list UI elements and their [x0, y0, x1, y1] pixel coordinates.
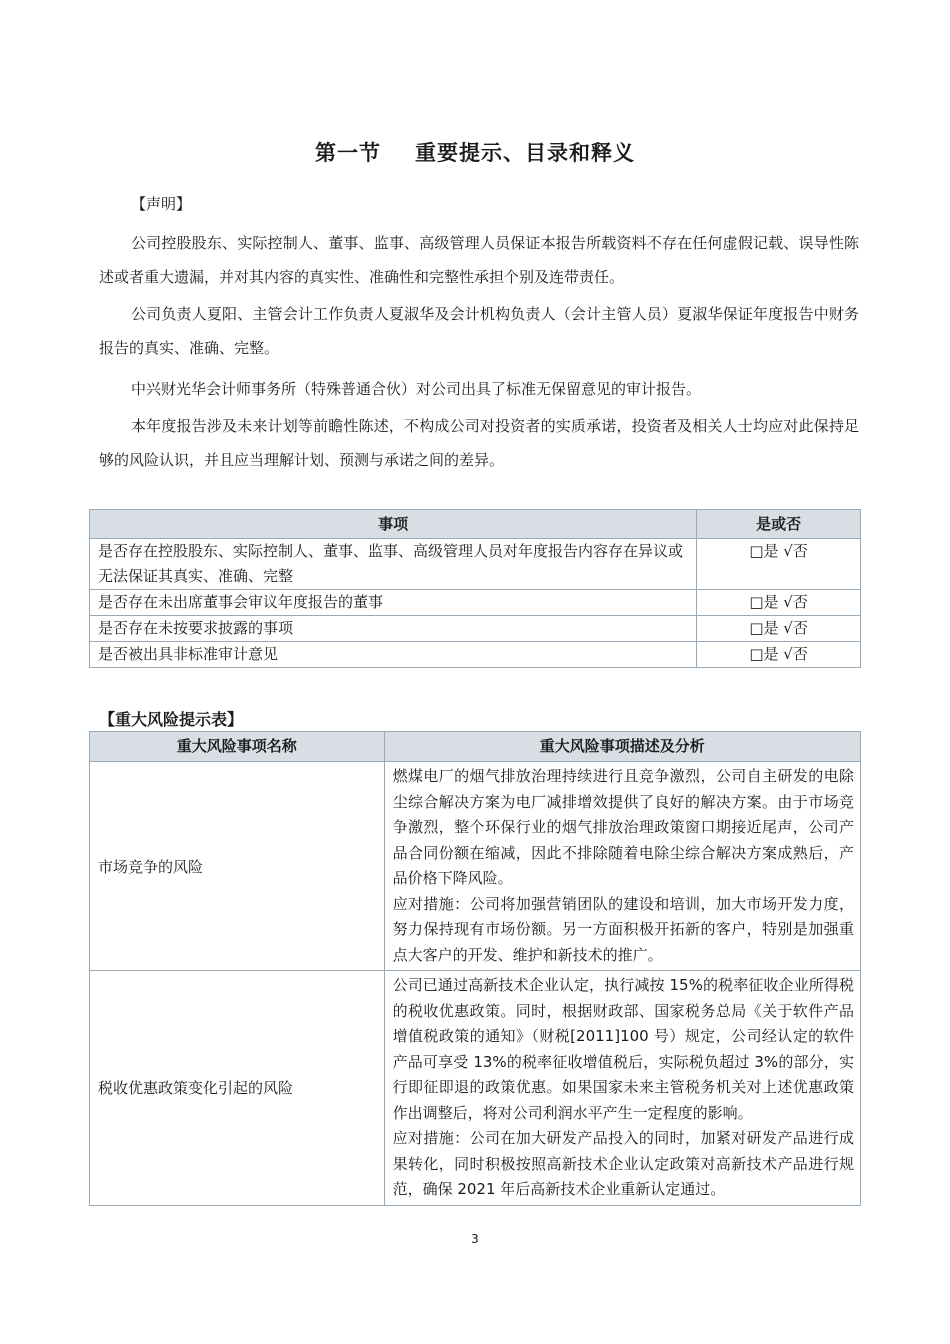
matter-answer: □是 √否 [697, 590, 861, 616]
table-row [90, 971, 861, 1206]
paragraph: 公司负责人夏阳、主管会计工作负责人夏淑华及会计机构负责人（会计主管人员）夏淑华保证年度报告中财务报告的真实、准确、完整。 [99, 305, 859, 357]
section-number: 第一节 [315, 141, 381, 165]
risk-name: 税收优惠政策变化引起的风险 [90, 971, 385, 1206]
table-header-row [90, 732, 861, 762]
matter-answer: □是 √否 [697, 539, 861, 590]
matters-table [89, 509, 861, 668]
risk-countermeasure: 应对措施：公司将加强营销团队的建设和培训，加大市场开发力度，努力保持现有市场份额。另一方面积极开拓新的客户，特别是加强重点大客户的开发、维护和新技术的推广。 [392, 894, 854, 964]
declaration-label: 【声明】 [131, 195, 192, 213]
paragraph: 中兴财光华会计师事务所（特殊普通合伙）对公司出具了标准无保留意见的审计报告。 [131, 380, 702, 398]
table-row [90, 616, 861, 642]
risk-description: 公司已通过高新技术企业认定，执行减按 15%的税率征收企业所得税的税收优惠政策。同时，根据财政部、国家税务总局《关于软件产品增值税政策的通知》（财税[2011]100 号）规定，公司经认定的软件产品可享受 13%的税率征收增值税后，实际税负超过 3%的部分，实行即征即退的政策优惠。如果国家未来主管税务机关对上述优惠政策作出调整后，将对公司利润水平产生一定程度的影响。 [392, 976, 854, 1122]
paragraph: 公司控股股东、实际控制人、董事、监事、高级管理人员保证本报告所载资料不存在任何虚假记载、误导性陈述或者重大遗漏，并对其内容的真实性、准确性和完整性承担个别及连带责任。 [99, 234, 859, 286]
matter-item: 是否存在控股股东、实际控制人、董事、监事、高级管理人员对年度报告内容存在异议或无法保证其真实、准确、完整 [90, 539, 697, 590]
matter-item: 是否存在未按要求披露的事项 [90, 616, 697, 642]
risk-description-cell [384, 971, 860, 1206]
table-row [90, 642, 861, 668]
risk-name: 市场竞争的风险 [90, 762, 385, 971]
paragraph: 本年度报告涉及未来计划等前瞻性陈述，不构成公司对投资者的实质承诺，投资者及相关人士均应对此保持足够的风险认识，并且应当理解计划、预测与承诺之间的差异。 [99, 417, 859, 469]
page-title [0, 137, 950, 167]
matter-answer: □是 √否 [697, 642, 861, 668]
page-number: 3 [471, 1232, 479, 1246]
risk-description: 燃煤电厂的烟气排放治理持续进行且竞争激烈，公司自主研发的电除尘综合解决方案为电厂减排增效提供了良好的解决方案。由于市场竞争激烈，整个环保行业的烟气排放治理政策窗口期接近尾声，公司产品合同份额在缩减，因此不排除随着电除尘综合解决方案成熟后，产品价格下降风险。 [392, 767, 854, 887]
column-header: 重大风险事项名称 [90, 732, 385, 762]
matter-item: 是否存在未出席董事会审议年度报告的董事 [90, 590, 697, 616]
table-row [90, 762, 861, 971]
table-row [90, 590, 861, 616]
risk-description-cell [384, 762, 860, 971]
matter-answer: □是 √否 [697, 616, 861, 642]
section-title: 重要提示、目录和释义 [415, 141, 635, 165]
matter-item: 是否被出具非标准审计意见 [90, 642, 697, 668]
table-row [90, 539, 861, 590]
column-header: 事项 [90, 510, 697, 539]
table-header-row [90, 510, 861, 539]
column-header: 重大风险事项描述及分析 [384, 732, 860, 762]
risk-table [89, 731, 861, 1206]
risk-countermeasure: 应对措施：公司在加大研发产品投入的同时，加紧对研发产品进行成果转化，同时积极按照高新技术企业认定政策对高新技术产品进行规范，确保 2021 年后高新技术企业重新认定通过。 [392, 1129, 854, 1198]
risk-table-label: 【重大风险提示表】 [99, 710, 244, 729]
column-header: 是或否 [697, 510, 861, 539]
